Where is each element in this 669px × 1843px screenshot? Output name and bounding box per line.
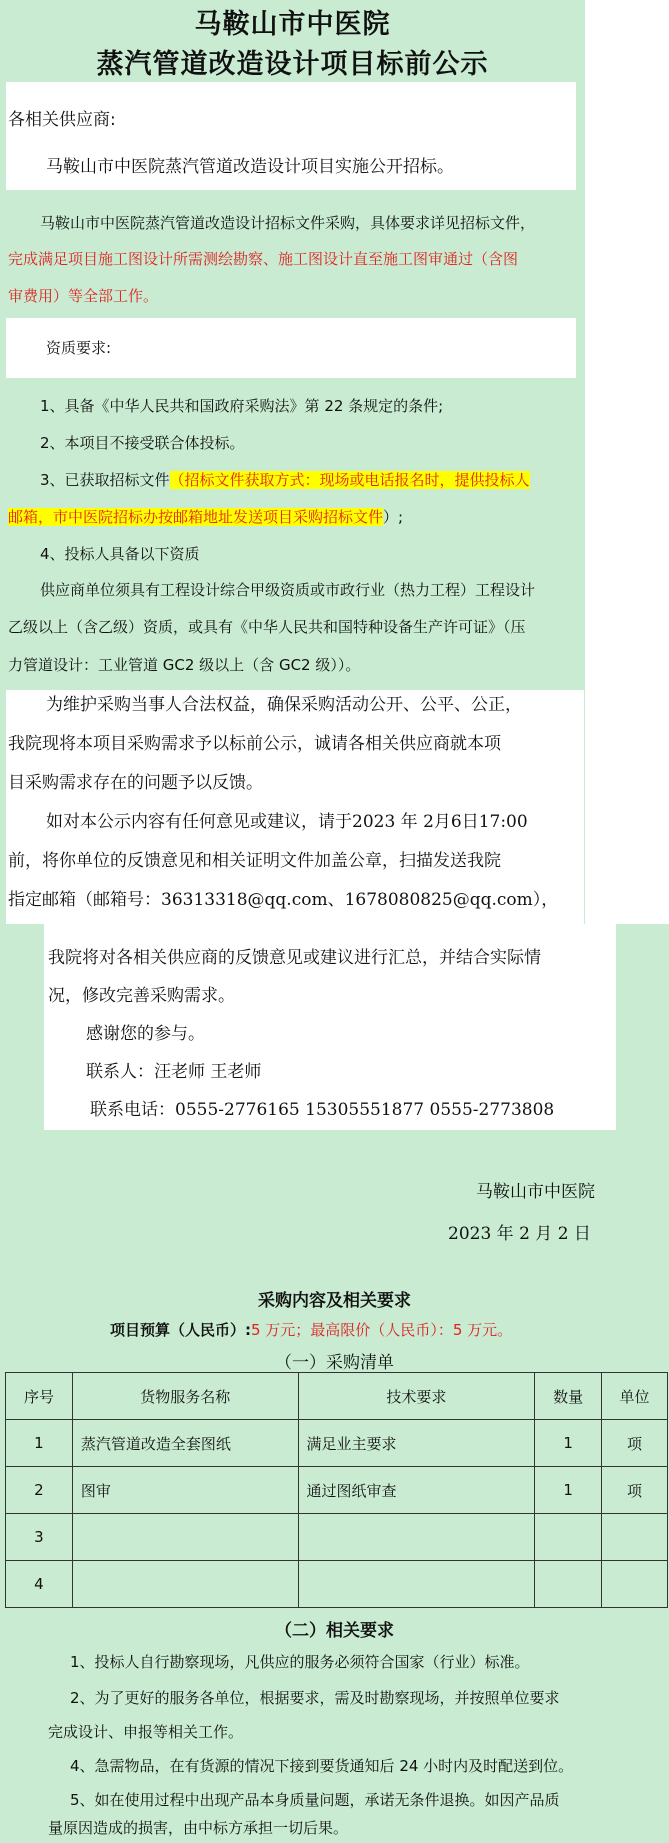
- cell-qty: 1: [535, 1420, 602, 1467]
- notice-p1-line-2: 我院现将本项目采购需求予以标前公示，诚请各相关供应商就本项: [8, 734, 501, 754]
- scope-line-3: 审费用）等全部工作。: [8, 287, 159, 305]
- procurement-list-title: （一）采购清单: [275, 1353, 394, 1373]
- cell-qty: 1: [535, 1467, 602, 1514]
- budget-line: [110, 1320, 512, 1340]
- notice-p2-line-1: 如对本公示内容有任何意见或建议，请于2023 年 2月6日17:00: [46, 812, 528, 832]
- requirement-2-line-2: 完成设计、申报等相关工作。: [48, 1723, 244, 1741]
- procurement-table: [5, 1372, 668, 1608]
- cell-spec: 满足业主要求: [298, 1420, 535, 1467]
- cell-spec: [298, 1561, 535, 1608]
- qualification-heading: 资质要求:: [46, 339, 112, 357]
- col-header: 数量: [535, 1373, 602, 1420]
- cell-item: [72, 1561, 298, 1608]
- cell-unit: [602, 1514, 668, 1561]
- cell-item: [72, 1514, 298, 1561]
- cell-spec: 通过图纸审查: [298, 1467, 535, 1514]
- cell-qty: [535, 1514, 602, 1561]
- cell-index: 1: [6, 1420, 73, 1467]
- requirement-5-line-2: 量原因造成的损害，由中标方承担一切后果。: [48, 1819, 349, 1837]
- cell-spec: [298, 1514, 535, 1561]
- contact-person: 联系人：汪老师 王老师: [86, 1062, 262, 1082]
- procurement-heading: 采购内容及相关要求: [258, 1291, 411, 1311]
- requirement-5-line-1: 5、如在使用过程中出现产品本身质量问题，承诺无条件退换。如因产品质: [70, 1791, 560, 1809]
- notice-p2-line-2: 前，将你单位的反馈意见和相关证明文件加盖公章，扫描发送我院: [8, 851, 501, 871]
- budget-label: 项目预算（人民币）:: [110, 1321, 251, 1339]
- qualification-item-1: 1、具备《中华人民共和国政府采购法》第 22 条规定的条件;: [40, 397, 444, 415]
- table-row: [6, 1420, 668, 1467]
- requirement-2-line-1: 2、为了更好的服务各单位，根据要求，需及时勘察现场，并按照单位要求: [70, 1689, 560, 1707]
- contact-phone: 联系电话：0555-2776165 15305551877 0555-2773808: [90, 1100, 555, 1120]
- cell-index: 3: [6, 1514, 73, 1561]
- item3-prefix: 3、已获取招标文件: [40, 471, 170, 489]
- cell-unit: 项: [602, 1467, 668, 1514]
- requirement-1: 1、投标人自行勘察现场，凡供应的服务必须符合国家（行业）标准。: [70, 1653, 530, 1671]
- qualification-item-4-line-1: 供应商单位须具有工程设计综合甲级资质或市政行业（热力工程）工程设计: [40, 581, 536, 599]
- cell-unit: 项: [602, 1420, 668, 1467]
- col-header: 序号: [6, 1373, 73, 1420]
- qualification-item-3-cont: [8, 507, 403, 527]
- notice-p3-line-1: 我院将对各相关供应商的反馈意见或建议进行汇总，并结合实际情: [48, 948, 541, 968]
- cell-item: 蒸汽管道改造全套图纸: [72, 1420, 298, 1467]
- cell-unit: [602, 1561, 668, 1608]
- thanks: 感谢您的参与。: [86, 1024, 205, 1044]
- table-header-row: [6, 1373, 668, 1420]
- intro-line: 马鞍山市中医院蒸汽管道改造设计项目实施公开招标。: [46, 157, 454, 177]
- scope-line-1: 马鞍山市中医院蒸汽管道改造设计招标文件采购，具体要求详见招标文件，: [40, 214, 536, 232]
- page-title: 马鞍山市中医院: [194, 9, 391, 40]
- salutation: 各相关供应商:: [8, 110, 116, 130]
- cell-index: 4: [6, 1561, 73, 1608]
- qualification-item-4-line-3: 力管道设计：工业管道 GC2 级以上（含 GC2 级））。: [8, 656, 361, 674]
- qualification-item-2: 2、本项目不接受联合体投标。: [40, 434, 245, 452]
- qualification-item-3: [40, 470, 530, 490]
- notice-p1-line-1: 为维护采购当事人合法权益，确保采购活动公开、公平、公正，: [46, 695, 522, 715]
- page-subtitle: 蒸汽管道改造设计项目标前公示: [96, 49, 489, 80]
- cell-qty: [535, 1561, 602, 1608]
- notice-p1-line-3: 目采购需求存在的问题予以反馈。: [8, 773, 263, 793]
- item3-suffix: ）;: [383, 508, 404, 526]
- notice-p3-line-2: 况，修改完善采购需求。: [48, 986, 235, 1006]
- table-row: [6, 1561, 668, 1608]
- requirements-title: （二）相关要求: [275, 1621, 394, 1641]
- qualification-item-4-line-2: 乙级以上（含乙级）资质，或具有《中华人民共和国特种设备生产许可证》（压: [8, 618, 526, 636]
- white-block-notice: [6, 690, 584, 924]
- col-header: 货物服务名称: [72, 1373, 298, 1420]
- notice-p2-line-3: 指定邮箱（邮箱号：36313318@qq.com、1678080825@qq.com），: [8, 890, 559, 910]
- requirement-4: 4、急需物品，在有货源的情况下接到要货通知后 24 小时内及时配送到位。: [70, 1757, 574, 1775]
- signature-date: 2023 年 2 月 2 日: [448, 1224, 591, 1244]
- col-header: 单位: [602, 1373, 668, 1420]
- qualification-item-4: 4、投标人具备以下资质: [40, 545, 200, 563]
- table-row: [6, 1467, 668, 1514]
- item3-highlight-2: 邮箱，市中医院招标办按邮箱地址发送项目采购招标文件: [8, 508, 384, 526]
- scope-line-2: 完成满足项目施工图设计所需测绘勘察、施工图设计直至施工图审通过（含图: [8, 250, 519, 268]
- cell-index: 2: [6, 1467, 73, 1514]
- budget-value: 5 万元；最高限价（人民币）：5 万元。: [251, 1321, 513, 1339]
- procurement-table-wrap: [5, 1372, 668, 1608]
- col-header: 技术要求: [298, 1373, 535, 1420]
- cell-item: 图审: [72, 1467, 298, 1514]
- table-row: [6, 1514, 668, 1561]
- signature-org: 马鞍山市中医院: [476, 1182, 595, 1202]
- item3-highlight-1: （招标文件获取方式：现场或电话报名时，提供投标人: [169, 471, 530, 489]
